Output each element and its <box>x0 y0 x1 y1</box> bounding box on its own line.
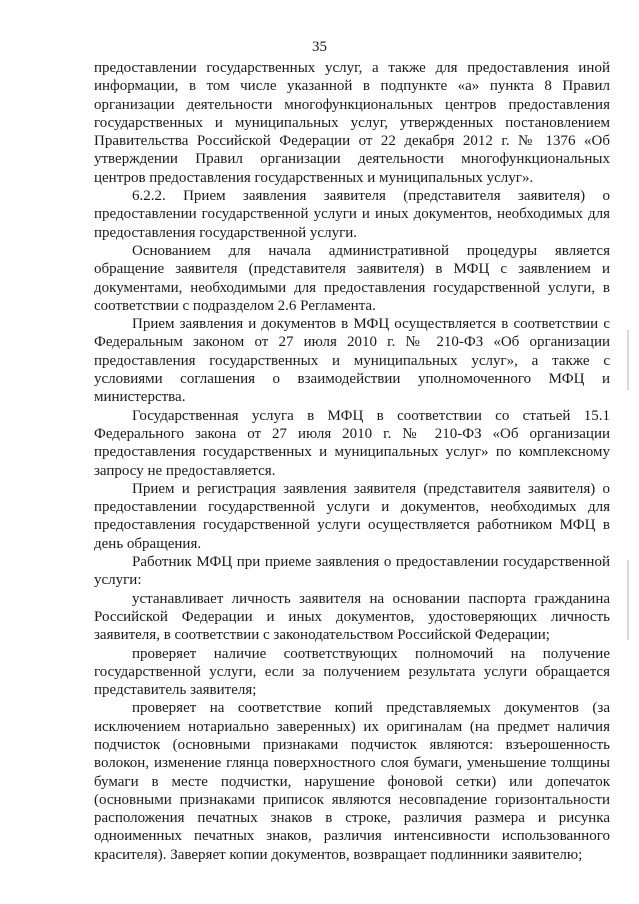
list-item-copies: проверяет на соответствие копий представляемых документов (за исключением нотариально заверенных) их оригиналам (на предмет наличия подчисток (основными признаками подчисток являются: взъерошенность волокон, изменение глянца поверхностного слоя бумаги, уменьшение толщины бумаги в месте подчистки, нарушение фоновой сетки) или допечаток (основными признаками приписок являются несовпадение горизонтальности расположения печатных знаков в строке, различия размера и рисунка одноименных печатных знаков, различия интенсивности использованного красителя). Заверяет копии документов, возвращает подлинники заявителю; <box>94 700 610 863</box>
scan-edge-mark <box>627 560 629 640</box>
paragraph-acceptance: Прием заявления и документов в МФЦ осуществляется в соответствии с Федеральным законом от 27 июля 2010 г. № 210-ФЗ «Об организации предоставления государственных и муниципальных услуг», а также с условиями соглашения о взаимодействии уполномоченного МФЦ и министерства. <box>94 316 610 406</box>
page-number: 35 <box>312 39 327 55</box>
paragraph-registration: Прием и регистрация заявления заявителя (представителя заявителя) о предоставлении государственной услуги и документов, необходимых для предоставления государственной услуги осуществляется работником МФЦ в день обращения. <box>94 480 610 552</box>
list-item-identity: устанавливает личность заявителя на основании паспорта гражданина Российской Федерации и иных документов, удостоверяющих личность заявителя, в соответствии с законодательством Российской Федерации; <box>94 590 610 644</box>
paragraph-section-6-2-2: 6.2.2. Прием заявления заявителя (представителя заявителя) о предоставлении государственной услуги и иных документов, необходимых для предоставления государственной услуги. <box>94 188 610 241</box>
document-body <box>94 59 610 864</box>
paragraph-grounds: Основанием для начала административной процедуры является обращение заявителя (представителя заявителя) в МФЦ с заявлением и документами, необходимыми для предоставления государственной услуги, в соответствии с подразделом 2.6 Регламента. <box>94 242 610 314</box>
paragraph-continuation: предоставлении государственных услуг, а также для предоставления иной информации, в том числе указанной в подпункте «а» пункта 8 Правил организации деятельности многофункциональных центров предоставления государственных и муниципальных услуг, утвержденных постановлением Правительства Российской Федерации от 22 декабря 2012 г. № 1376 «Об утверждении Правил организации деятельности многофункциональных центров предоставления государственных и муниципальных услуг». <box>94 60 610 186</box>
list-item-authority: проверяет наличие соответствующих полномочий на получение государственной услуги, если за получением результата услуги обращается представитель заявителя; <box>94 645 610 699</box>
scan-edge-mark <box>627 330 629 390</box>
paragraph-worker-duties: Работник МФЦ при приеме заявления о предоставлении государственной услуги: <box>94 554 610 589</box>
paragraph-complex-request: Государственная услуга в МФЦ в соответствии со статьей 15.1 Федерального закона от 27 июля 2010 г. № 210-ФЗ «Об организации предоставления государственных и муниципальных услуг» по комплексному запросу не предоставляется. <box>94 407 610 479</box>
